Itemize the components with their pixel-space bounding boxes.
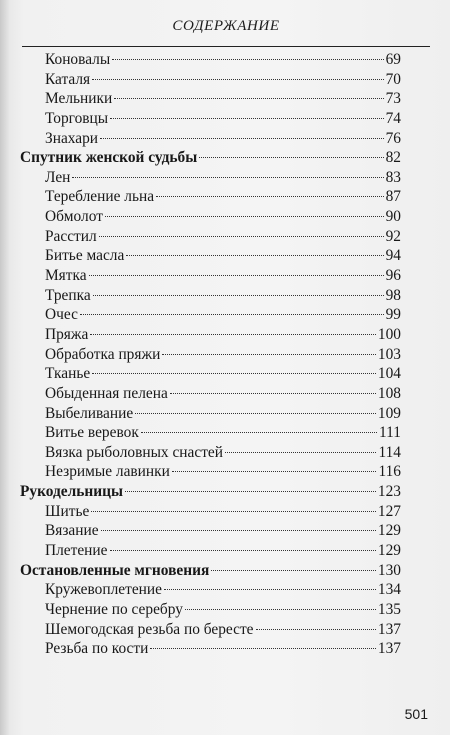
toc-entry	[0, 109, 450, 129]
toc-entry	[0, 462, 450, 482]
toc-entry	[0, 266, 450, 286]
toc-entry-title: Чернение по серебру	[45, 600, 183, 618]
toc-entry-page: 70	[385, 70, 401, 88]
toc-entry-page: 96	[385, 267, 401, 285]
header-title: СОДЕРЖАНИЕ	[172, 18, 280, 34]
toc-entry	[0, 521, 450, 541]
dot-leader	[156, 196, 384, 197]
dot-leader	[90, 334, 376, 335]
toc-entry-title: Шитье	[45, 502, 90, 520]
dot-leader	[92, 79, 383, 80]
dot-leader	[185, 609, 376, 610]
toc-entry-page: 100	[377, 325, 401, 343]
dot-leader	[110, 550, 376, 551]
toc-entry-page: 135	[377, 600, 401, 618]
dot-leader	[105, 216, 384, 217]
toc-entry-title: Трепка	[45, 286, 91, 304]
toc-entry-page: 99	[385, 306, 401, 324]
toc-entry-title: Спутник женской судьбы	[20, 149, 198, 167]
toc-entry	[0, 345, 450, 365]
toc-entry-title: Битье масла	[45, 247, 125, 265]
dot-leader	[164, 589, 376, 590]
table-of-contents	[0, 50, 450, 659]
toc-entry-page: 137	[377, 620, 401, 638]
toc-entry	[0, 207, 450, 227]
toc-entry	[0, 364, 450, 384]
toc-entry-page: 108	[377, 384, 401, 402]
toc-entry-page: 109	[377, 404, 401, 422]
toc-entry-page: 98	[385, 286, 401, 304]
toc-entry	[0, 580, 450, 600]
toc-entry	[0, 50, 450, 70]
toc-entry-page: 134	[377, 581, 401, 599]
toc-entry-title: Обработка пряжи	[45, 345, 161, 363]
toc-entry	[0, 70, 450, 90]
dot-leader	[150, 648, 376, 649]
toc-entry-title: Вязка рыболовных снастей	[45, 443, 223, 461]
dot-leader	[91, 511, 376, 512]
toc-entry-title: Очес	[45, 306, 78, 324]
dot-leader	[89, 275, 384, 276]
toc-entry-title: Обмолот	[45, 208, 103, 226]
toc-entry	[0, 600, 450, 620]
dot-leader	[72, 177, 383, 178]
toc-entry	[0, 443, 450, 463]
toc-entry-page: 73	[385, 90, 401, 108]
dot-leader	[114, 98, 383, 99]
toc-entry-page: 137	[377, 640, 401, 658]
toc-entry-page: 94	[385, 247, 401, 265]
dot-leader	[99, 236, 384, 237]
toc-entry	[0, 325, 450, 345]
dot-leader	[135, 413, 376, 414]
toc-entry-page: 92	[385, 227, 401, 245]
toc-entry-page: 69	[385, 51, 401, 68]
running-header	[22, 0, 430, 47]
toc-entry-title: Знахари	[45, 129, 99, 147]
toc-entry-title: Остановленные мгновения	[20, 561, 210, 579]
toc-section	[0, 561, 450, 581]
toc-entry-title: Обыденная пелена	[45, 384, 168, 402]
dot-leader	[162, 354, 376, 355]
toc-entry-page: 114	[378, 443, 401, 461]
toc-entry-page: 103	[377, 345, 401, 363]
toc-entry-page: 82	[385, 149, 401, 167]
toc-entry-title: Пряжа	[45, 325, 89, 343]
dot-leader	[125, 491, 376, 492]
dot-leader	[256, 629, 376, 630]
toc-entry-title: Мельники	[45, 90, 113, 108]
toc-entry	[0, 129, 450, 149]
toc-entry-page: 129	[377, 522, 401, 540]
toc-entry-title: Шемогодская резьба по бересте	[45, 620, 254, 638]
toc-entry-title: Плетение	[45, 542, 108, 560]
toc-section	[0, 482, 450, 502]
toc-entry-title: Торговцы	[45, 109, 109, 127]
dot-leader	[112, 59, 383, 60]
toc-entry-title: Мятка	[45, 267, 87, 285]
toc-entry	[0, 168, 450, 188]
toc-entry-page: 76	[385, 129, 401, 147]
toc-entry-title: Выбеливание	[45, 404, 134, 422]
toc-entry	[0, 620, 450, 640]
dot-leader	[172, 471, 377, 472]
dot-leader	[170, 393, 376, 394]
toc-entry	[0, 286, 450, 306]
toc-entry-title: Лен	[45, 168, 71, 186]
toc-entry-title: Каталя	[45, 70, 91, 88]
dot-leader	[141, 432, 377, 433]
toc-entry	[0, 541, 450, 561]
toc-entry	[0, 89, 450, 109]
toc-entry-page: 104	[377, 365, 401, 383]
toc-entry-title: Кружевоплетение	[45, 581, 162, 599]
toc-entry	[0, 423, 450, 443]
toc-section	[0, 148, 450, 168]
toc-entry-page: 129	[377, 542, 401, 560]
toc-entry-page: 83	[385, 168, 401, 186]
toc-entry-page: 123	[377, 483, 401, 501]
dot-leader	[92, 373, 376, 374]
toc-entry-title: Витье веревок	[45, 424, 139, 442]
toc-entry-page: 116	[378, 463, 401, 481]
dot-leader	[101, 530, 376, 531]
toc-entry-title: Вязание	[45, 522, 99, 540]
toc-entry	[0, 502, 450, 522]
dot-leader	[126, 255, 383, 256]
dot-leader	[225, 452, 376, 453]
toc-entry	[0, 305, 450, 325]
dot-leader	[100, 138, 384, 139]
dot-leader	[211, 570, 376, 571]
toc-entry	[0, 227, 450, 247]
toc-entry-title: Резьба по кости	[45, 640, 149, 658]
toc-entry	[0, 404, 450, 424]
toc-entry	[0, 384, 450, 404]
toc-entry-title: Незримые лавинки	[45, 463, 170, 481]
toc-entry-title: Коновалы	[45, 51, 111, 68]
dot-leader	[110, 118, 384, 119]
toc-entry-title: Тканье	[45, 365, 91, 383]
toc-entry-page: 127	[377, 502, 401, 520]
toc-entry-page: 90	[385, 208, 401, 226]
dot-leader	[80, 314, 384, 315]
toc-entry-title: Рукодельницы	[20, 483, 124, 501]
dot-leader	[93, 295, 384, 296]
toc-entry	[0, 639, 450, 659]
page-number: 501	[404, 706, 428, 722]
toc-entry-title: Расстил	[45, 227, 97, 245]
toc-entry-page: 74	[385, 109, 401, 127]
toc-entry-page: 130	[377, 561, 401, 579]
toc-entry-page: 111	[379, 424, 401, 442]
dot-leader	[199, 157, 383, 158]
toc-entry-title: Теребление льна	[45, 188, 155, 206]
toc-entry-page: 87	[385, 188, 401, 206]
toc-entry	[0, 187, 450, 207]
toc-entry	[0, 246, 450, 266]
